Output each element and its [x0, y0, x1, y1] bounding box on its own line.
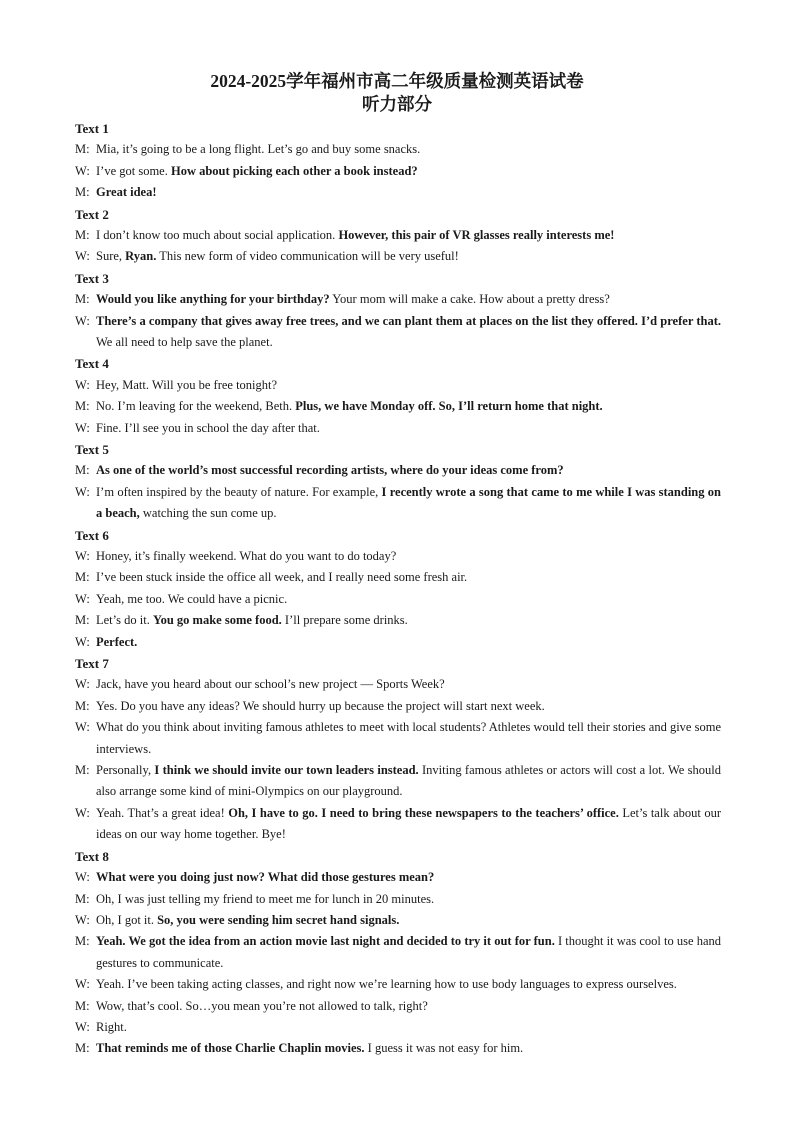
speaker-label: M: [75, 934, 90, 949]
dialogue-line [75, 225, 721, 246]
speaker-label: M: [75, 1041, 90, 1056]
speaker-label: M: [75, 891, 90, 906]
dialogue-text: Oh, I got it. [96, 912, 158, 927]
dialogue-line [75, 889, 721, 910]
dialogue-text: watching the sun come up. [139, 506, 277, 521]
dialogue-line [75, 910, 721, 931]
key-phrase: I think we should invite our town leaders instead. [154, 763, 419, 778]
dialogue-line [75, 161, 721, 182]
dialogue-text: I’ve been stuck inside the office all week, and I really need some fresh air. [96, 570, 468, 585]
dialogue-text: This new form of video communication will be very useful! [156, 249, 459, 264]
dialogue-line [75, 803, 721, 846]
dialogue-line [75, 974, 721, 995]
dialogue-line [75, 460, 721, 481]
dialogue-text: I don’t know too much about social application. [96, 228, 339, 242]
speaker-label: M: [75, 763, 90, 778]
speaker-label: W: [75, 549, 90, 564]
speaker-label: M: [75, 998, 90, 1013]
section-heading: Text 7 [75, 656, 109, 672]
speaker-label: W: [75, 163, 90, 178]
dialogue-line [75, 674, 721, 695]
dialogue-text: I guess it was not easy for him. [364, 1041, 524, 1056]
dialogue-line [75, 996, 721, 1017]
key-phrase: Would you like anything for your birthday? [96, 292, 330, 307]
dialogue-text: Right. [96, 1019, 127, 1034]
key-phrase: What were you doing just now? What did those gestures mean? [96, 870, 435, 885]
speaker-label: M: [75, 292, 90, 307]
key-phrase: Oh, I have to go. I need to bring these newspapers to the teachers’ office. [228, 805, 619, 820]
speaker-label: W: [75, 977, 90, 992]
speaker-label: W: [75, 634, 90, 649]
dialogue-line [75, 1017, 721, 1038]
dialogue-text: I’ll prepare some drinks. [281, 613, 408, 628]
dialogue-text: Mia, it’s going to be a long flight. Let’s go and buy some snacks. [96, 142, 421, 157]
section-heading: Text 3 [75, 270, 109, 286]
dialogue-line [75, 375, 721, 396]
dialogue-text: Your mom will make a cake. How about a pretty dress? [329, 292, 610, 307]
key-phrase: As one of the world’s most successful recording artists, where do your ideas come from? [96, 463, 564, 478]
dialogue-line [75, 931, 721, 974]
speaker-label: M: [75, 142, 90, 157]
dialogue-line [75, 139, 721, 160]
speaker-label: M: [75, 185, 90, 200]
dialogue-text: Yes. Do you have any ideas? We should hurry up because the project will start next week. [96, 698, 545, 713]
speaker-label: M: [75, 399, 90, 414]
speaker-label: W: [75, 377, 90, 392]
key-phrase: Ryan. [125, 249, 157, 264]
dialogue-line [75, 396, 721, 417]
section-heading: Text 1 [75, 121, 109, 136]
key-phrase: However, this pair of VR glasses really interests me! [338, 228, 615, 242]
speaker-label: W: [75, 677, 90, 692]
dialogue-text: Oh, I was just telling my friend to meet me for lunch in 20 minutes. [96, 891, 435, 906]
dialogue-text: I’m often inspired by the beauty of nature. For example, [96, 484, 382, 499]
dialogue-text: Personally, [96, 763, 155, 778]
dialogue-line [75, 418, 721, 439]
dialogue-line [75, 632, 721, 653]
dialogue-text: I thought it was cool to use hand gestures to communicate. [96, 934, 721, 970]
dialogue-text: Yeah. I’ve been taking acting classes, and right now we’re learning how to use body languages to express ourselves. [96, 977, 677, 992]
dialogue-line [75, 567, 721, 588]
dialogue-line [75, 589, 721, 610]
dialogue-text: Yeah, me too. We could have a picnic. [96, 591, 288, 606]
speaker-label: M: [75, 463, 90, 478]
dialogue-text: Inviting famous athletes or actors will cost a lot. We should also arrange some kind of mini-Olympics on our playground. [96, 763, 721, 799]
dialogue-line [75, 546, 721, 567]
dialogue-line [75, 289, 721, 310]
speaker-label: M: [75, 570, 90, 585]
transcript-body [75, 118, 721, 1060]
dialogue-line [75, 610, 721, 631]
key-phrase: I recently wrote a song that came to me while I was standing on a beach, [96, 484, 721, 521]
key-phrase: So, you were sending him secret hand signals. [157, 912, 400, 927]
dialogue-line [75, 867, 721, 888]
key-phrase: Perfect. [96, 634, 138, 649]
key-phrase: You go make some food. [152, 613, 282, 628]
speaker-label: W: [75, 1019, 90, 1034]
speaker-label: W: [75, 249, 90, 264]
dialogue-line [75, 717, 721, 760]
speaker-label: W: [75, 484, 90, 499]
speaker-label: M: [75, 698, 90, 713]
dialogue-text: We all need to help save the planet. [96, 335, 273, 350]
document-subtitle: 听力部分 [362, 94, 432, 114]
dialogue-text: Sure, [96, 249, 126, 264]
speaker-label: W: [75, 870, 90, 885]
dialogue-text: Wow, that’s cool. So…you mean you’re not allowed to talk, right? [96, 998, 428, 1013]
speaker-label: W: [75, 805, 90, 820]
dialogue-line [75, 482, 721, 525]
dialogue-line [75, 1038, 721, 1059]
section-heading: Text 8 [75, 848, 109, 864]
section-heading: Text 5 [75, 442, 109, 458]
speaker-label: M: [75, 613, 90, 628]
dialogue-text: What do you think about inviting famous athletes to meet with local students? Athletes would tell their stories and give some interviews. [96, 720, 721, 756]
speaker-label: W: [75, 720, 90, 735]
dialogue-text: Jack, have you heard about our school’s new project — Sports Week? [96, 677, 445, 692]
dialogue-text: Let’s do it. [96, 613, 153, 628]
key-phrase: How about picking each other a book instead? [170, 163, 418, 178]
dialogue-text: Let’s talk about our ideas on our way home together. Bye! [96, 805, 721, 842]
section-heading: Text 4 [75, 356, 109, 372]
dialogue-text: Hey, Matt. Will you be free tonight? [96, 377, 278, 392]
dialogue-text: Yeah. That’s a great idea! [96, 805, 229, 820]
key-phrase: That reminds me of those Charlie Chaplin movies. [96, 1041, 365, 1056]
dialogue-text: Fine. I’ll see you in school the day after that. [96, 420, 320, 435]
speaker-label: M: [75, 228, 90, 242]
speaker-label: W: [75, 591, 90, 606]
speaker-label: W: [75, 420, 90, 435]
dialogue-line [75, 182, 721, 203]
key-phrase: There’s a company that gives away free trees, and we can plant them at places on the list they offered. I’d prefer that. [96, 313, 721, 328]
speaker-label: W: [75, 313, 90, 328]
dialogue-line [75, 760, 721, 803]
section-heading: Text 6 [75, 527, 109, 543]
key-phrase: Yeah. We got the idea from an action movie last night and decided to try it out for fun. [96, 934, 555, 949]
dialogue-text: I’ve got some. [96, 163, 171, 178]
key-phrase: Great idea! [96, 185, 157, 200]
section-heading: Text 2 [75, 206, 109, 222]
dialogue-line [75, 311, 721, 354]
dialogue-line [75, 696, 721, 717]
dialogue-text: No. I’m leaving for the weekend, Beth. [96, 399, 296, 414]
dialogue-text: Honey, it’s finally weekend. What do you want to do today? [96, 549, 397, 564]
key-phrase: Plus, we have Monday off. So, I’ll return home that night. [295, 399, 603, 414]
dialogue-line [75, 246, 721, 267]
speaker-label: W: [75, 912, 90, 927]
document-title: 2024-2025学年福州市高二年级质量检测英语试卷 [210, 71, 584, 91]
